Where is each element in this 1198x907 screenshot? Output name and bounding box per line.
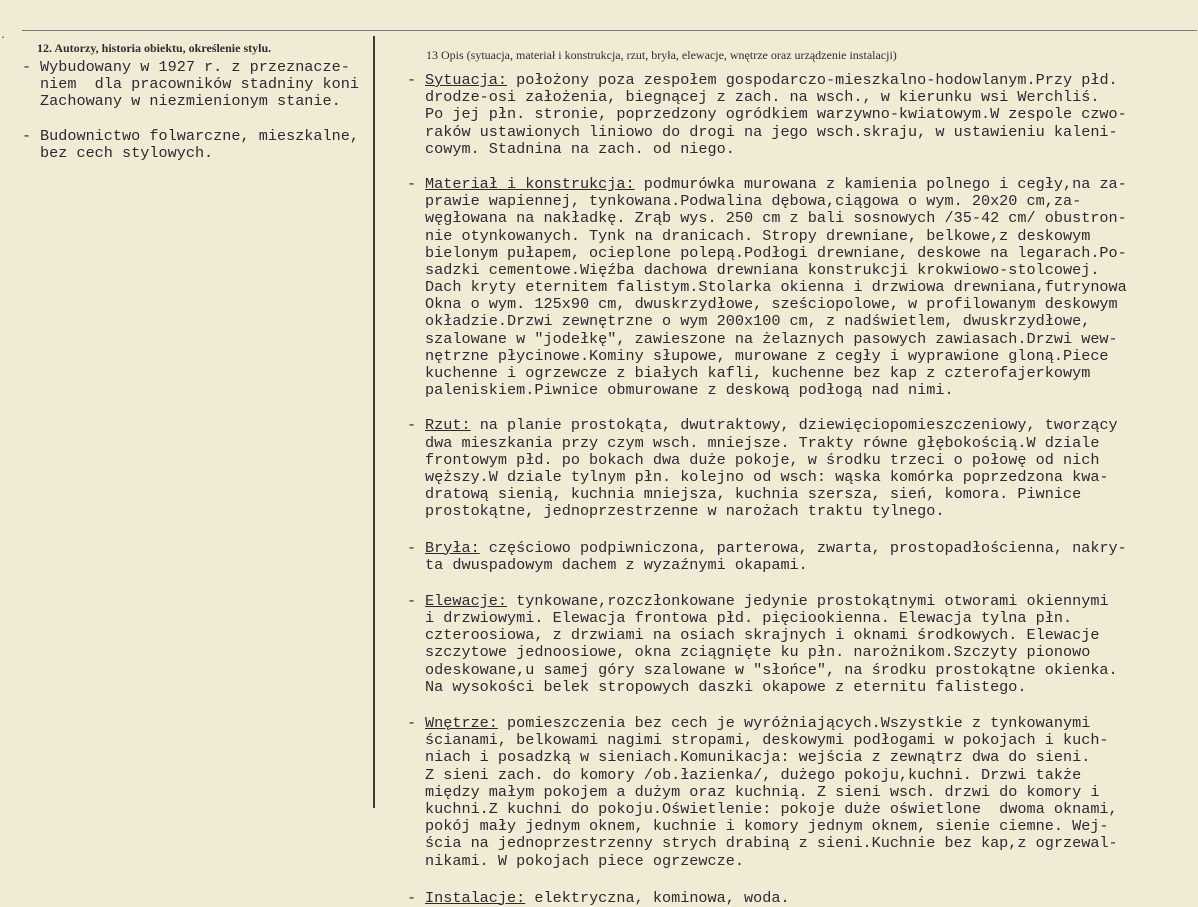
section-text: czteroosiowa, z drzwiami na osiach skrajnych i oknami środkowych. Elewacje (425, 626, 1100, 645)
section-text: dratową sienią, kuchnia mniejsza, kuchnia szersza, sień, komora. Piwnice (425, 485, 1082, 504)
section-text: Dach kryty eternitem falistym.Stolarka okienna i drzwiowa drewniana,futrynowa (425, 278, 1127, 297)
section-text: podmurówka murowana z kamienia polnego i cegły,na za- (634, 174, 1127, 193)
section-line (407, 486, 1197, 503)
section-line (407, 715, 1197, 732)
section-text: nie otynkowanych. Tynk na dranicach. Stropy drewniane, belkowe,z deskowym (425, 226, 1091, 245)
section-line (407, 106, 1197, 123)
section-text: Po jej płn. stronie, poprzedzony ogródkiem warzywno-kwiatowym.W zespole czwo- (425, 105, 1127, 124)
section-text: ścianami, belkowami nagimi stropami, deskowymi podłogami w pokojach i kuch- (425, 731, 1109, 750)
section-line (407, 382, 1197, 399)
section-text: szalowane w "jodełkę", zawieszone na żelaznych pasowych zawiasach.Drzwi wew- (425, 329, 1118, 348)
section-line (407, 348, 1197, 365)
column-divider (373, 36, 375, 808)
section-text: tynkowane,rozczłonkowane jedynie prostokątnymi otworami okiennymi (507, 591, 1109, 610)
section-line (407, 749, 1197, 766)
bullet-dash: - (407, 591, 417, 610)
section-text: między małym pokojem a dużym oraz kuchnią. Z sieni wsch. drzwi do komory i (425, 782, 1100, 801)
section-line (407, 72, 1197, 89)
section-label: Sytuacja: (425, 71, 508, 89)
section-line (407, 469, 1197, 486)
section-line (407, 835, 1197, 852)
section-line (407, 679, 1197, 696)
section-label: Instalacje: (425, 888, 526, 907)
section-text: Z sieni zach. do komory /ob.łazienka/, dużego pokoju,kuchni. Drzwi także (425, 765, 1082, 784)
bullet-dash: - (407, 416, 417, 435)
section-line (407, 313, 1197, 330)
margin-mark: . (0, 31, 7, 42)
section-text: pomieszczenia bez cech je wyróżniających.Wszystkie z tynkowanymi (497, 714, 1091, 732)
section-label: Elewacje: (425, 591, 508, 610)
section-text: częściowo podpiwniczona, parterowa, zwarta, prostopadłościenna, nakry- (479, 538, 1127, 557)
top-rule (22, 30, 1197, 31)
section-text: na planie prostokąta, dwutraktowy, dziewięciopomieszczeniowy, tworzący (470, 416, 1118, 435)
left-column-header: 12. Autorzy, historia obiektu, określenie stylu. (37, 41, 272, 55)
section-line (407, 176, 1197, 193)
section-line (407, 210, 1197, 227)
section-text: sadzki cementowe.Więźba dachowa drewniana konstrukcji krokwiowo-stolcowej. (425, 260, 1100, 279)
section-line (407, 593, 1197, 610)
left-paragraph-line: - Budownictwo folwarczne, mieszkalne, (22, 126, 359, 145)
section-label: Rzut: (425, 416, 471, 435)
section-label: Wnętrze: (425, 714, 498, 732)
section-text: ścia na jednoprzestrzenny strych drabiną z sieni.Kuchnie bez kap,z ogrzewal- (425, 834, 1118, 853)
section-text: prostokątne, jednoprzestrzenne w narożach traktu tylnego. (425, 502, 945, 521)
section-line (407, 801, 1197, 818)
section-text: niach i posadzką w sieniach.Komunikacja: wejścia z zewnątrz dwa do sieni. (425, 748, 1091, 767)
section-line (407, 331, 1197, 348)
section-label: Materiał i konstrukcja: (425, 174, 635, 193)
section-text: Okna o wym. 125x90 cm, dwuskrzydłowe, sześciopolowe, w profilowanym deskowym (425, 295, 1118, 314)
section-line (407, 228, 1197, 245)
section-text: ta dwuspadowym dachem z wyzaźnymi okapami. (425, 555, 808, 574)
section-text: nikami. W pokojach piece ogrzewcze. (425, 851, 744, 870)
section-text: kuchni.Z kuchni do pokoju.Oświetlenie: pokoje duże oświetlone dwoma oknami, (425, 799, 1118, 818)
section-line (407, 417, 1197, 434)
section-line (407, 732, 1197, 749)
section-line (407, 141, 1197, 158)
section-text: położony poza zespołem gospodarczo-mieszkalno-hodowlanym.Przy płd. (507, 71, 1118, 89)
left-paragraph-line: - Wybudowany w 1927 r. z przeznacze- (22, 58, 350, 76)
section-label: Bryła: (425, 538, 480, 557)
section-line (407, 662, 1197, 679)
bullet-dash: - (407, 538, 417, 557)
section-line (407, 89, 1197, 106)
section-line (407, 365, 1197, 382)
bullet-dash: - (407, 174, 417, 193)
section-line (407, 435, 1197, 452)
section-text: i drzwiowymi. Elewacja frontowa płd. pięciookienna. Elewacja tylna płn. (425, 609, 1073, 628)
section-text: drodze-osi założenia, biegnącej z zach. na wsch., w kierunku wsi Werchliś. (425, 88, 1100, 107)
section-text: okładzie.Drzwi zewnętrzne o wym 200x100 cm, z nadświetlem, dwuskrzydłowe, (425, 312, 1091, 331)
section-text: węższy.W dziale tylnym płn. kolejno od wsch: wąska komórka poprzedzona kwa- (425, 467, 1109, 486)
bullet-dash: - (407, 71, 417, 89)
section-text: prawie wapiennej, tynkowana.Podwalina dębowa,ciągowa o wym. 20x20 cm,za- (425, 192, 1082, 211)
section-text: cowym. Stadnina na zach. od niego. (425, 139, 735, 158)
section-line (407, 818, 1197, 835)
section-text: frontowym płd. po bokach dwa duże pokoje, w środku trzeci o połowę od nich (425, 450, 1100, 469)
section-text: bielonym pułapem, ocieplone polepą.Podłogi drewniane, deskowe na legarach.Po- (425, 243, 1127, 262)
left-column-text (22, 59, 372, 162)
bullet-dash: - (407, 714, 417, 732)
section-line (407, 452, 1197, 469)
section-line (407, 627, 1197, 644)
section-text: Na wysokości belek stropowych daszki okapowe z eternitu falistego. (425, 677, 1027, 696)
section-line (407, 557, 1197, 574)
section-line (407, 193, 1197, 210)
left-paragraph-line: niem dla pracowników stadniny koni (40, 75, 359, 94)
section-text: kuchenne i ogrzewcze z białych kafli, kuchenne bez kap z czterofajerkowym (425, 364, 1091, 382)
section-text: szczytowe jednoosiowe, okna zciągnięte ku płn. narożnikom.Szczyty pionowo (425, 643, 1091, 662)
section-line (407, 503, 1197, 520)
section-line (407, 279, 1197, 296)
section-text: odeskowane,u samej góry szalowane w "słońce", na środku prostokątne okienka. (425, 660, 1118, 679)
section-text: pokój mały jednym oknem, kuchnie i komory jednym oknem, sienie ciemne. Wej- (425, 817, 1109, 836)
bullet-dash: - (22, 126, 32, 145)
section-text: elektryczna, kominowa, woda. (525, 888, 790, 907)
right-column-text (407, 72, 1197, 907)
section-text: węgłowana na nakładkę. Zrąb wys. 250 cm z bali sosnowych /35-42 cm/ obustron- (425, 209, 1127, 228)
right-column-header: 13 Opis (sytuacja, materiał i konstrukcja, rzut, bryła, elewacje, wnętrze oraz urządzenie instalacji) (426, 48, 897, 62)
bullet-dash: - (407, 888, 417, 907)
section-text: raków ustawionych liniowo do drogi na jego wsch.skraju, w ustawieniu kaleni- (425, 122, 1118, 141)
section-text: nętrzne płycinowe.Kominy słupowe, murowane z cegły i wyprawione gloną.Piece (425, 346, 1109, 365)
section-line (407, 890, 1197, 907)
section-line (407, 767, 1197, 784)
section-text: paleniskiem.Piwnice obmurowane z deskową podłogą nad nimi. (425, 381, 954, 400)
left-paragraph-line: Zachowany w niezmienionym stanie. (40, 92, 341, 111)
section-line (407, 853, 1197, 870)
left-paragraph-line: bez cech stylowych. (40, 143, 214, 162)
bullet-dash: - (22, 58, 32, 76)
section-line (407, 540, 1197, 557)
section-line (407, 262, 1197, 279)
section-line (407, 784, 1197, 801)
section-text: dwa mieszkania przy czym wsch. mniejsze. Trakty równe głębokością.W dziale (425, 433, 1100, 452)
section-line (407, 245, 1197, 262)
section-line (407, 644, 1197, 661)
section-line (407, 610, 1197, 627)
section-line (407, 124, 1197, 141)
section-line (407, 296, 1197, 313)
